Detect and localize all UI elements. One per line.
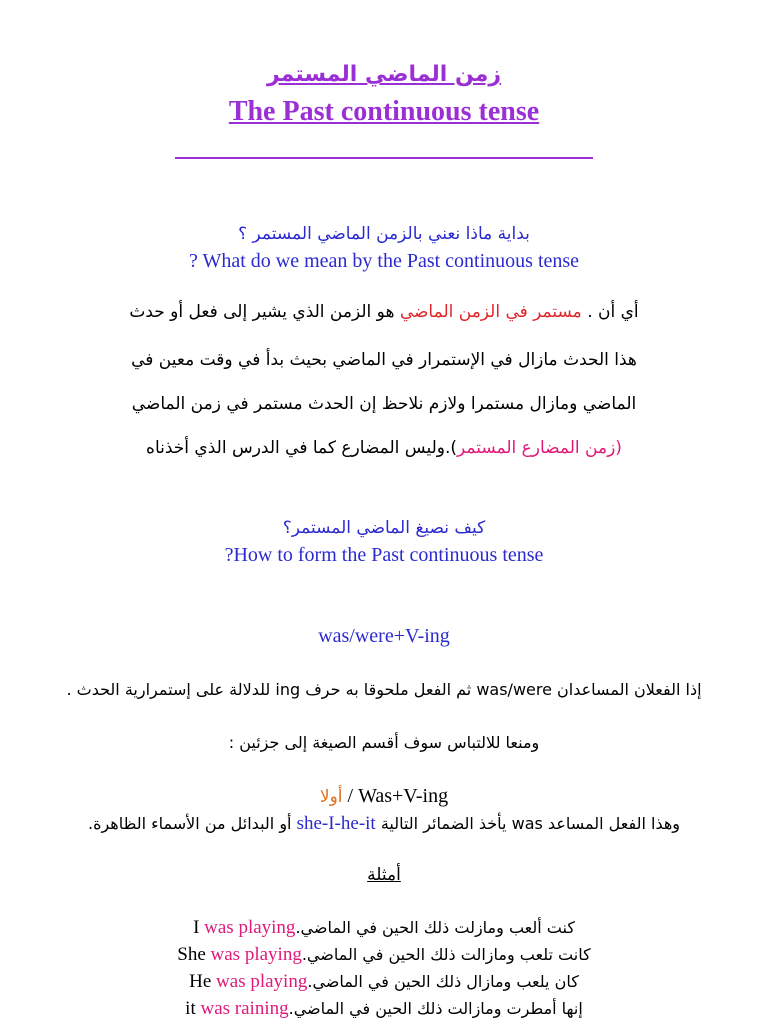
- pronoun-list: she-I-he-it: [296, 813, 376, 834]
- pronoun-line-start: .أو البدائل من الأسماء الظاهرة: [87, 814, 297, 833]
- examples-title: أمثلة: [367, 865, 401, 885]
- example-verb: was playing: [204, 917, 296, 938]
- definition-term: مستمر في الزمن الماضي: [399, 302, 582, 322]
- definition-line-1-rest: هو الزمن الذي يشير إلى فعل أو حدث: [129, 302, 400, 322]
- example-subject: She: [177, 944, 206, 965]
- title-divider: [175, 157, 593, 159]
- example-row: [0, 944, 768, 966]
- example-subject: He: [189, 971, 212, 992]
- question1-arabic: بداية ماذا نعني بالزمن الماضي المستمر ؟: [238, 224, 530, 244]
- example-row: [0, 971, 768, 993]
- first-separator: /: [342, 785, 359, 807]
- title-english: The Past continuous tense: [228, 96, 540, 127]
- definition-line-1-full: [0, 302, 768, 322]
- question2-arabic: كيف نصيغ الماضي المستمر؟: [282, 518, 486, 538]
- question1-english: ? What do we mean by the Past continuous tense: [188, 250, 580, 272]
- example-verb: was raining: [200, 998, 289, 1019]
- example-subject: I: [193, 917, 200, 938]
- definition-line-4-rest: ).وليس المضارع كما في الدرس الذي أخذناه: [146, 438, 457, 458]
- example-translation: .كانت تلعب ومازالت ذلك الحين في الماضي: [301, 945, 591, 964]
- first-label: أولا: [319, 787, 343, 807]
- example-translation: .كان يلعب ومازال ذلك الحين في الماضي: [307, 972, 579, 991]
- definition-line-4: [0, 438, 768, 458]
- example-verb: was playing: [216, 971, 308, 992]
- title-arabic: زمن الماضي المستمر: [266, 62, 502, 87]
- present-continuous-reference: (زمن المضارع المستمر: [457, 438, 622, 458]
- first-formula: Was+V-ing: [358, 785, 449, 807]
- formula-explanation: . للدلالة على إستمرارية الحدث ing ثم الفعل ملحوقا به حرف was/were إذا الفعلان المساعدان: [66, 680, 702, 699]
- first-part-heading: [0, 785, 768, 808]
- question2-english: ?How to form the Past continuous tense: [224, 544, 544, 566]
- example-row: [0, 917, 768, 939]
- split-note: : ومنعا للالتباس سوف أقسم الصيغة إلى جزئين: [228, 733, 540, 752]
- definition-line-1-start: أي أن .: [581, 302, 639, 322]
- example-verb: was playing: [210, 944, 302, 965]
- example-row: [0, 998, 768, 1020]
- example-translation: .إنها أمطرت ومازالت ذلك الحين في الماضي: [288, 999, 583, 1018]
- example-translation: .كنت ألعب ومازلت ذلك الحين في الماضي: [295, 918, 575, 937]
- definition-line-3: الماضي ومازال مستمرا ولازم نلاحظ إن الحدث مستمر في زمن الماضي: [131, 394, 637, 414]
- definition-line-2: هذا الحدث مازال في الإستمرار في الماضي بحيث بدأ في وقت معين في: [131, 350, 637, 370]
- example-subject: it: [185, 998, 196, 1019]
- formula: was/were+V-ing: [318, 625, 450, 647]
- pronoun-line-end: يأخذ الضمائر التالية was وهذا الفعل المساعد: [375, 814, 681, 833]
- pronoun-line: [0, 813, 768, 835]
